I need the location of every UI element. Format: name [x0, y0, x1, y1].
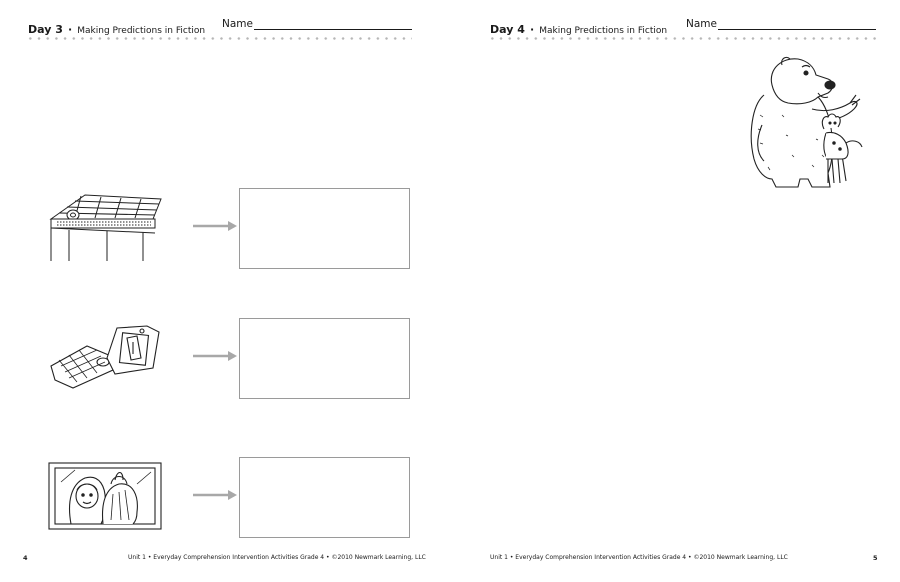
name-field[interactable] [254, 29, 412, 30]
arrow-right-icon [192, 350, 238, 362]
rooftop-icon [47, 193, 165, 263]
prediction-answer-box[interactable] [239, 188, 410, 269]
subtitle: Making Predictions in Fiction [539, 26, 668, 36]
prediction-answer-box[interactable] [239, 318, 410, 399]
left-title [28, 18, 205, 37]
arrow-right-icon [192, 489, 238, 501]
subtitle: Making Predictions in Fiction [77, 26, 206, 36]
page-number: 5 [873, 554, 878, 562]
dotted-divider [26, 37, 412, 40]
arrow-right-icon [192, 220, 238, 232]
name-label: Name [222, 18, 253, 30]
right-page [450, 0, 900, 582]
left-header [28, 17, 413, 37]
name-label: Name [686, 18, 717, 30]
footer-credit: Unit 1 • Everyday Comprehension Intervention Activities Grade 4 • ©2010 Newmark Learning, LLC [128, 554, 426, 561]
right-title [490, 18, 667, 37]
right-header [490, 17, 878, 37]
bear-and-fawn-icon [742, 55, 866, 191]
page-number: 4 [23, 554, 28, 562]
mirror-girls-icon [47, 462, 165, 532]
name-field[interactable] [718, 29, 876, 30]
title-separator: · [529, 23, 535, 36]
prediction-answer-box[interactable] [239, 457, 410, 538]
dotted-divider [488, 37, 878, 40]
day-label: Day 3 [28, 23, 63, 36]
footer-credit: Unit 1 • Everyday Comprehension Intervention Activities Grade 4 • ©2010 Newmark Learning, LLC [490, 554, 788, 561]
title-separator: · [67, 23, 73, 36]
flip-phone-icon [47, 322, 165, 392]
day-label: Day 4 [490, 23, 525, 36]
